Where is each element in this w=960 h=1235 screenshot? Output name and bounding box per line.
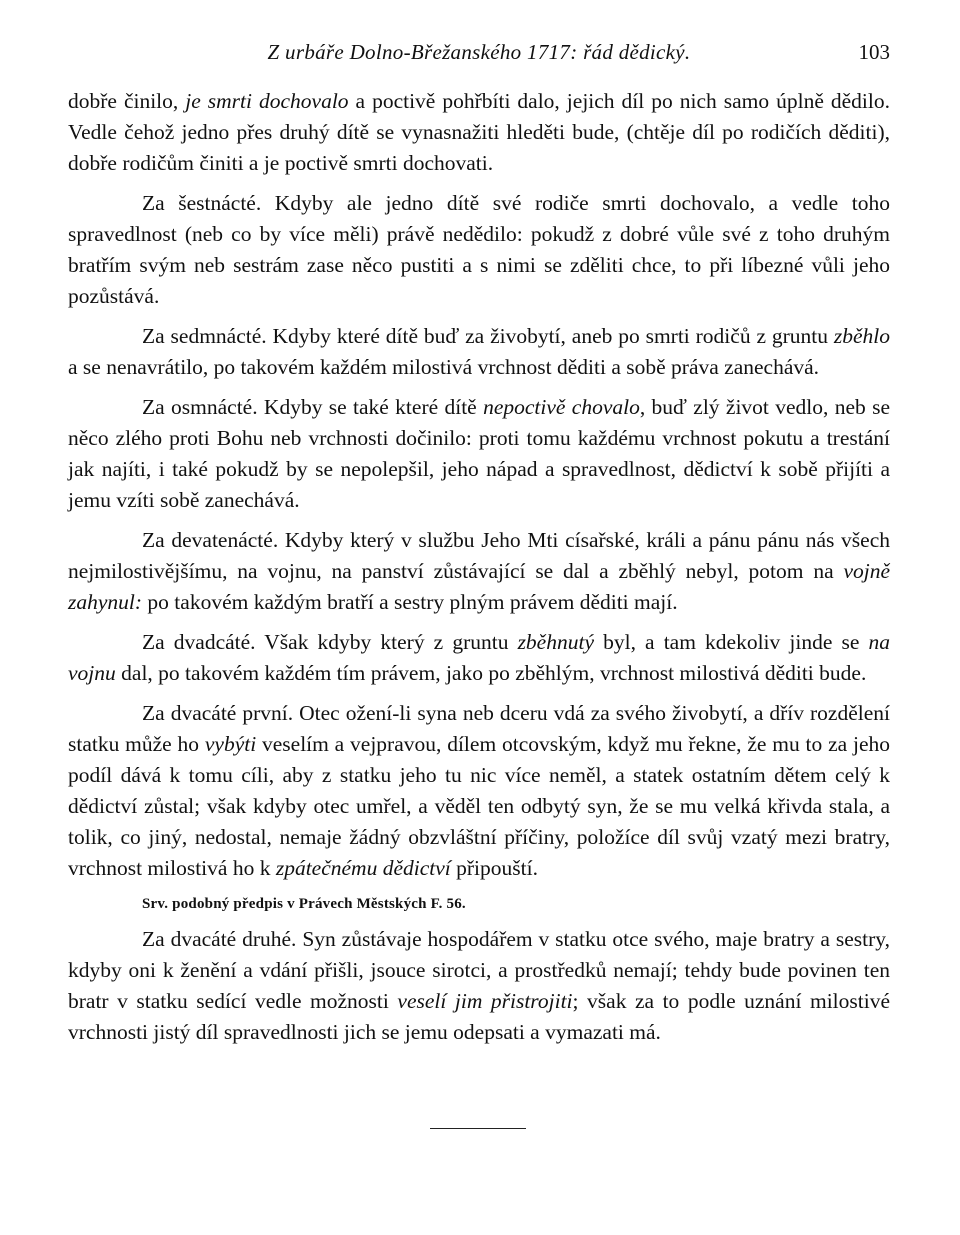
emphasis-text: vojně zahynul: xyxy=(68,559,890,614)
text-run: Za sedmnácté. Kdyby které dítě buď za živobytí, aneb po smrti rodičů z gruntu xyxy=(142,324,834,348)
page-number: 103 xyxy=(858,40,890,64)
page-header xyxy=(68,40,890,74)
emphasis-text: veselí jim přistrojiti xyxy=(397,989,573,1013)
reference-note: Srv. podobný předpis v Právech Městských F. 56. xyxy=(142,896,466,912)
paragraph-article-21 xyxy=(68,698,890,884)
text-run: Za šestnácté. Kdyby ale jedno dítě své rodiče smrti dochovalo, a vedle toho spravedlnost (neb co by více měli) právě nedědilo: pokudž z dobré vůle své z toho druhým bratřím svým neb sestrám zase něco pustiti a s nimi se zděliti chce, to při líbezné vůli jeho pozůstává. xyxy=(68,191,890,308)
paragraph-article-18 xyxy=(68,392,890,516)
running-head: Z urbáře Dolno-Břežanského 1717: řád dědický. xyxy=(267,40,691,64)
emphasis-text: zpátečnému dědictví xyxy=(275,856,451,880)
emphasis-text: zběhlo xyxy=(833,324,890,348)
text-run: dobře činilo, xyxy=(68,89,186,113)
end-rule xyxy=(430,1128,526,1129)
emphasis-text: je smrti dochovalo xyxy=(185,89,349,113)
page-body xyxy=(68,86,890,1057)
text-run: Za dvacáté druhé. Syn zůstávaje hospodářem v statku otce svého, maje bratry a sestry, kdyby oni k ženění a vdání přišli, jsouce sirotci, a prostředků nemají; tehdy bude povinen ten bratr v statku sedící vedle možnosti xyxy=(68,927,890,1013)
text-run: a se nenavrátilo, po takovém každém milostivá vrchnost děditi a sobě práva zanechává. xyxy=(68,355,820,379)
text-run: a poctivě pohřbíti dalo, jejich díl po nich samo úplně dědilo. Vedle čehož jedno přes druhý dítě se vynasnažiti hleděti bude, (chtěje díl po rodičích děditi), dobře rodičům činiti a je poctivě smrti dochovati. xyxy=(68,89,890,175)
text-run: Za osmnácté. Kdyby se také které dítě xyxy=(142,395,484,419)
paragraph-article-16 xyxy=(68,188,890,312)
emphasis-text: vybýti xyxy=(204,732,257,756)
text-run: byl, a tam kdekoliv jinde se xyxy=(594,630,869,654)
emphasis-text: na vojnu xyxy=(68,630,890,685)
text-run: Za dvadcáté. Však kdyby který z gruntu xyxy=(142,630,518,654)
paragraph-article-22 xyxy=(68,924,890,1048)
emphasis-text: zběhnutý xyxy=(517,630,594,654)
paragraph-article-19 xyxy=(68,525,890,618)
text-run: Za devatenácté. Kdyby který v službu Jeho Mti císařské, králi a pánu pánu nás všech nejmilostivějšímu, na vojnu, na panství zůstávající se dal a zběhlý nebyl, potom na xyxy=(68,528,890,583)
text-run: po takovém každým bratří a sestry plným právem děditi mají. xyxy=(142,590,678,614)
text-run: veselím a vejpravou, dílem otcovským, když mu řekne, že mu to za jeho podíl dává k tomu cíli, aby z statku jeho tu nic více neměl, a statek ostatním dětem celý k dědictví zůstal; však kdyby otec umřel, a věděl ten odbytý syn, že se mu velká křivda stala, a tolik, co jiný, nedostal, nemaje žádný obzvláštní příčiny, položíce díl svůj vzatý mezi bratry, vrchnost milostivá ho k xyxy=(68,732,890,880)
text-run: připouští. xyxy=(450,856,538,880)
paragraph-article-20 xyxy=(68,627,890,689)
text-run: , buď zlý život vedlo, neb se něco zlého proti Bohu neb vrchnosti dočinilo: proti tomu každému vrchnost pokutu a trestání jak najíti, i také pokudž by se nepolepšil, jeho nápad a spravedlnost, dědictví k sobě přijíti a jemu vzíti sobě zanechává. xyxy=(68,395,890,512)
text-run: ; však za to podle uznání milostivé vrchnosti jistý díl spravedlnosti jich se jemu odepsati a vymazati má. xyxy=(68,989,890,1044)
text-run: Za dvacáté první. Otec ožení-li syna neb dceru vdá za svého živobytí, a dřív rozdělení statku může ho xyxy=(68,701,890,756)
text-run: dal, po takovém každém tím právem, jako po zběhlým, vrchnost milostivá děditi bude. xyxy=(115,661,867,685)
paragraph-continuation xyxy=(68,86,890,179)
paragraph-article-17 xyxy=(68,321,890,383)
emphasis-text: nepoctivě chovalo xyxy=(483,395,640,419)
